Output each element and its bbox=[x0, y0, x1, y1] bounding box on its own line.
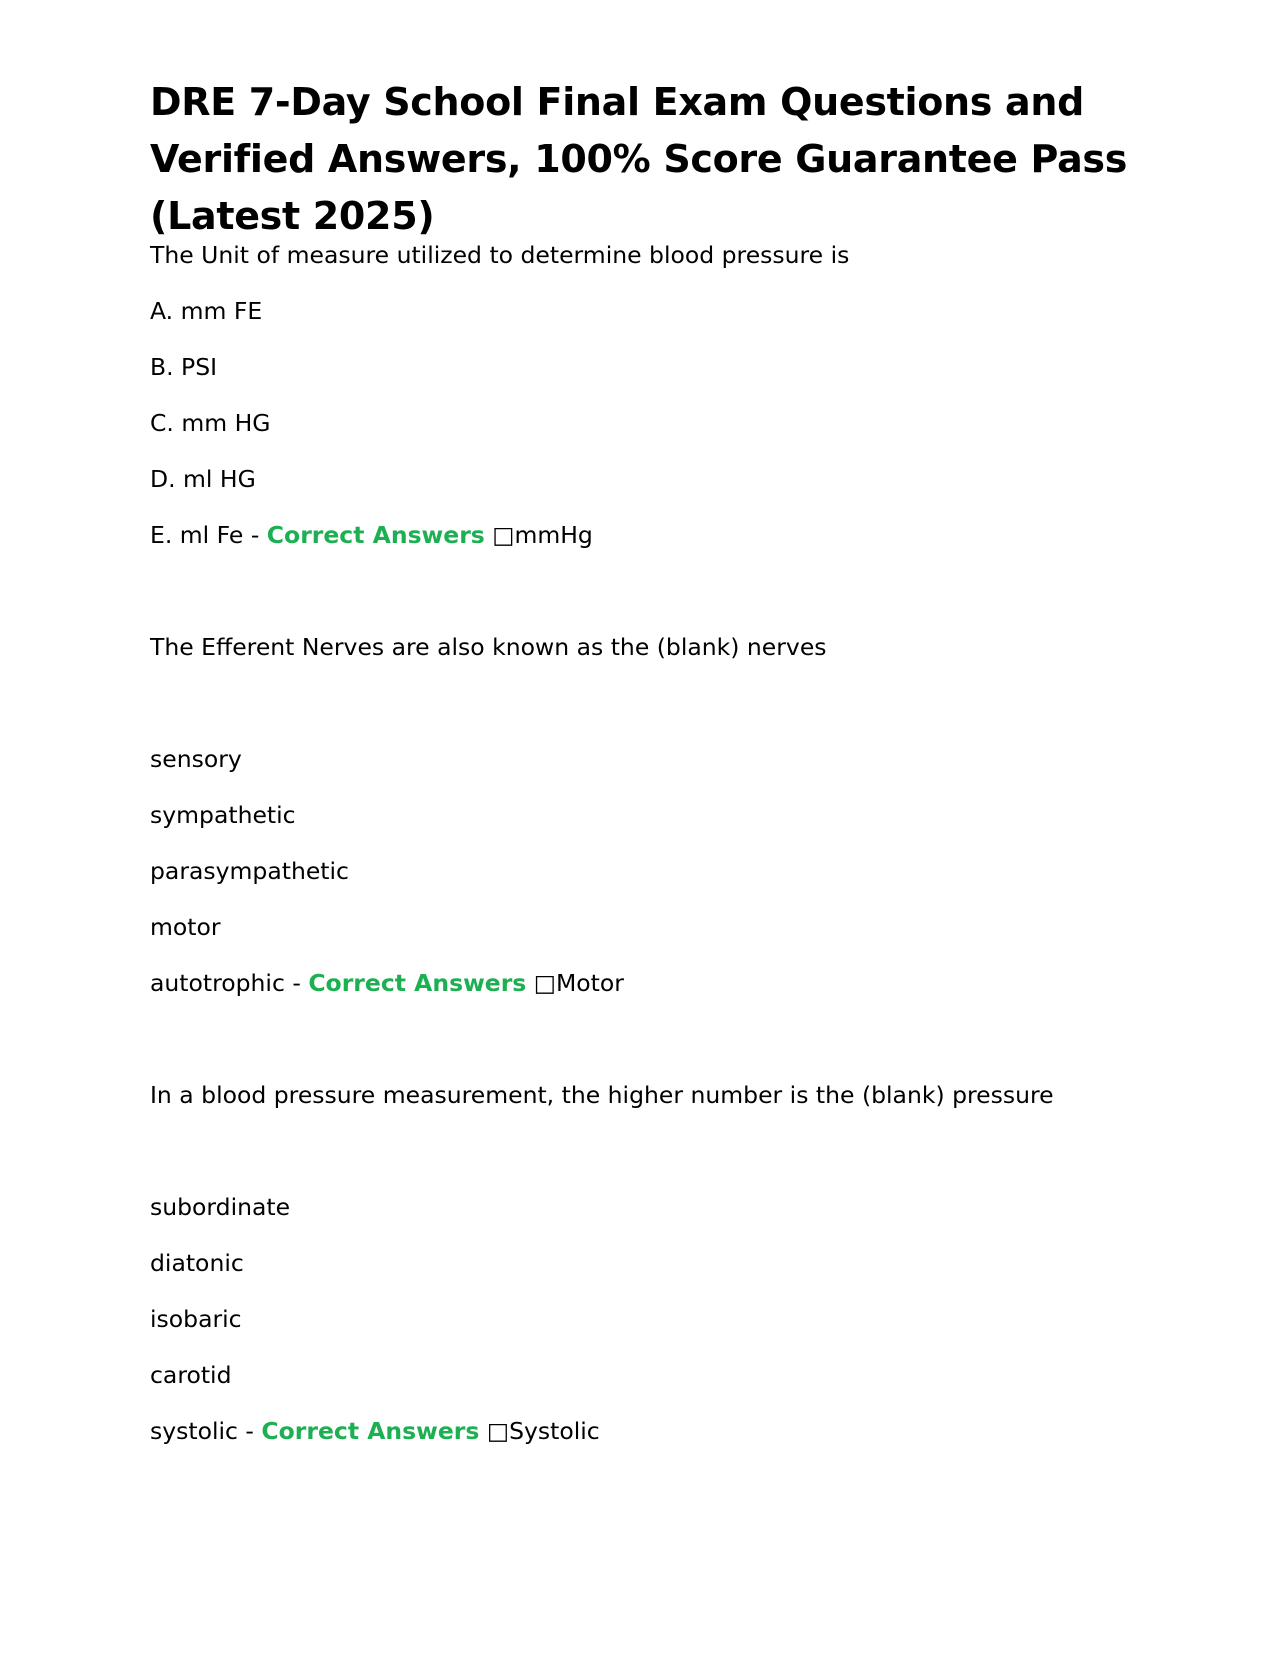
answer-option-with-answer bbox=[150, 1403, 1140, 1459]
spacer bbox=[150, 1123, 1140, 1179]
answer-option-with-answer bbox=[150, 955, 1140, 1011]
correct-answer-value: □Systolic bbox=[486, 1417, 600, 1445]
correct-answer-value: □Motor bbox=[533, 969, 624, 997]
question-block bbox=[150, 619, 1140, 1011]
answer-option: diatonic bbox=[150, 1249, 244, 1277]
correct-answer-value: □mmHg bbox=[492, 521, 593, 549]
spacer bbox=[150, 563, 1140, 619]
answer-option: subordinate bbox=[150, 1193, 291, 1221]
spacer bbox=[150, 675, 1140, 731]
question-prompt: In a blood pressure measurement, the higher number is the (blank) pressure bbox=[150, 1081, 1054, 1109]
question-block bbox=[150, 1067, 1140, 1459]
answer-option-with-answer bbox=[150, 507, 1140, 563]
answer-option: C. mm HG bbox=[150, 409, 271, 437]
answer-option: sympathetic bbox=[150, 801, 296, 829]
answer-option: D. ml HG bbox=[150, 465, 256, 493]
answer-option: motor bbox=[150, 913, 221, 941]
question-prompt: The Unit of measure utilized to determine blood pressure is bbox=[150, 241, 850, 269]
spacer bbox=[150, 1011, 1140, 1067]
correct-answers-label: Correct Answers bbox=[266, 521, 485, 549]
answer-option-text: E. ml Fe - bbox=[150, 521, 267, 549]
answer-option-text: autotrophic - bbox=[150, 969, 309, 997]
answer-option-text: systolic - bbox=[150, 1417, 262, 1445]
answer-option: A. mm FE bbox=[150, 297, 263, 325]
correct-answers-label: Correct Answers bbox=[261, 1417, 480, 1445]
answer-option: isobaric bbox=[150, 1305, 242, 1333]
question-prompt: The Efferent Nerves are also known as the (blank) nerves bbox=[150, 633, 827, 661]
document-title: DRE 7-Day School Final Exam Questions and Verified Answers, 100% Score Guarantee Pass (Latest 2025) bbox=[150, 80, 1128, 238]
correct-answers-label: Correct Answers bbox=[308, 969, 527, 997]
document-page bbox=[150, 74, 1140, 1459]
answer-option: parasympathetic bbox=[150, 857, 349, 885]
answer-option: sensory bbox=[150, 745, 242, 773]
answer-option: B. PSI bbox=[150, 353, 218, 381]
answer-option: carotid bbox=[150, 1361, 232, 1389]
question-block bbox=[150, 227, 1140, 563]
